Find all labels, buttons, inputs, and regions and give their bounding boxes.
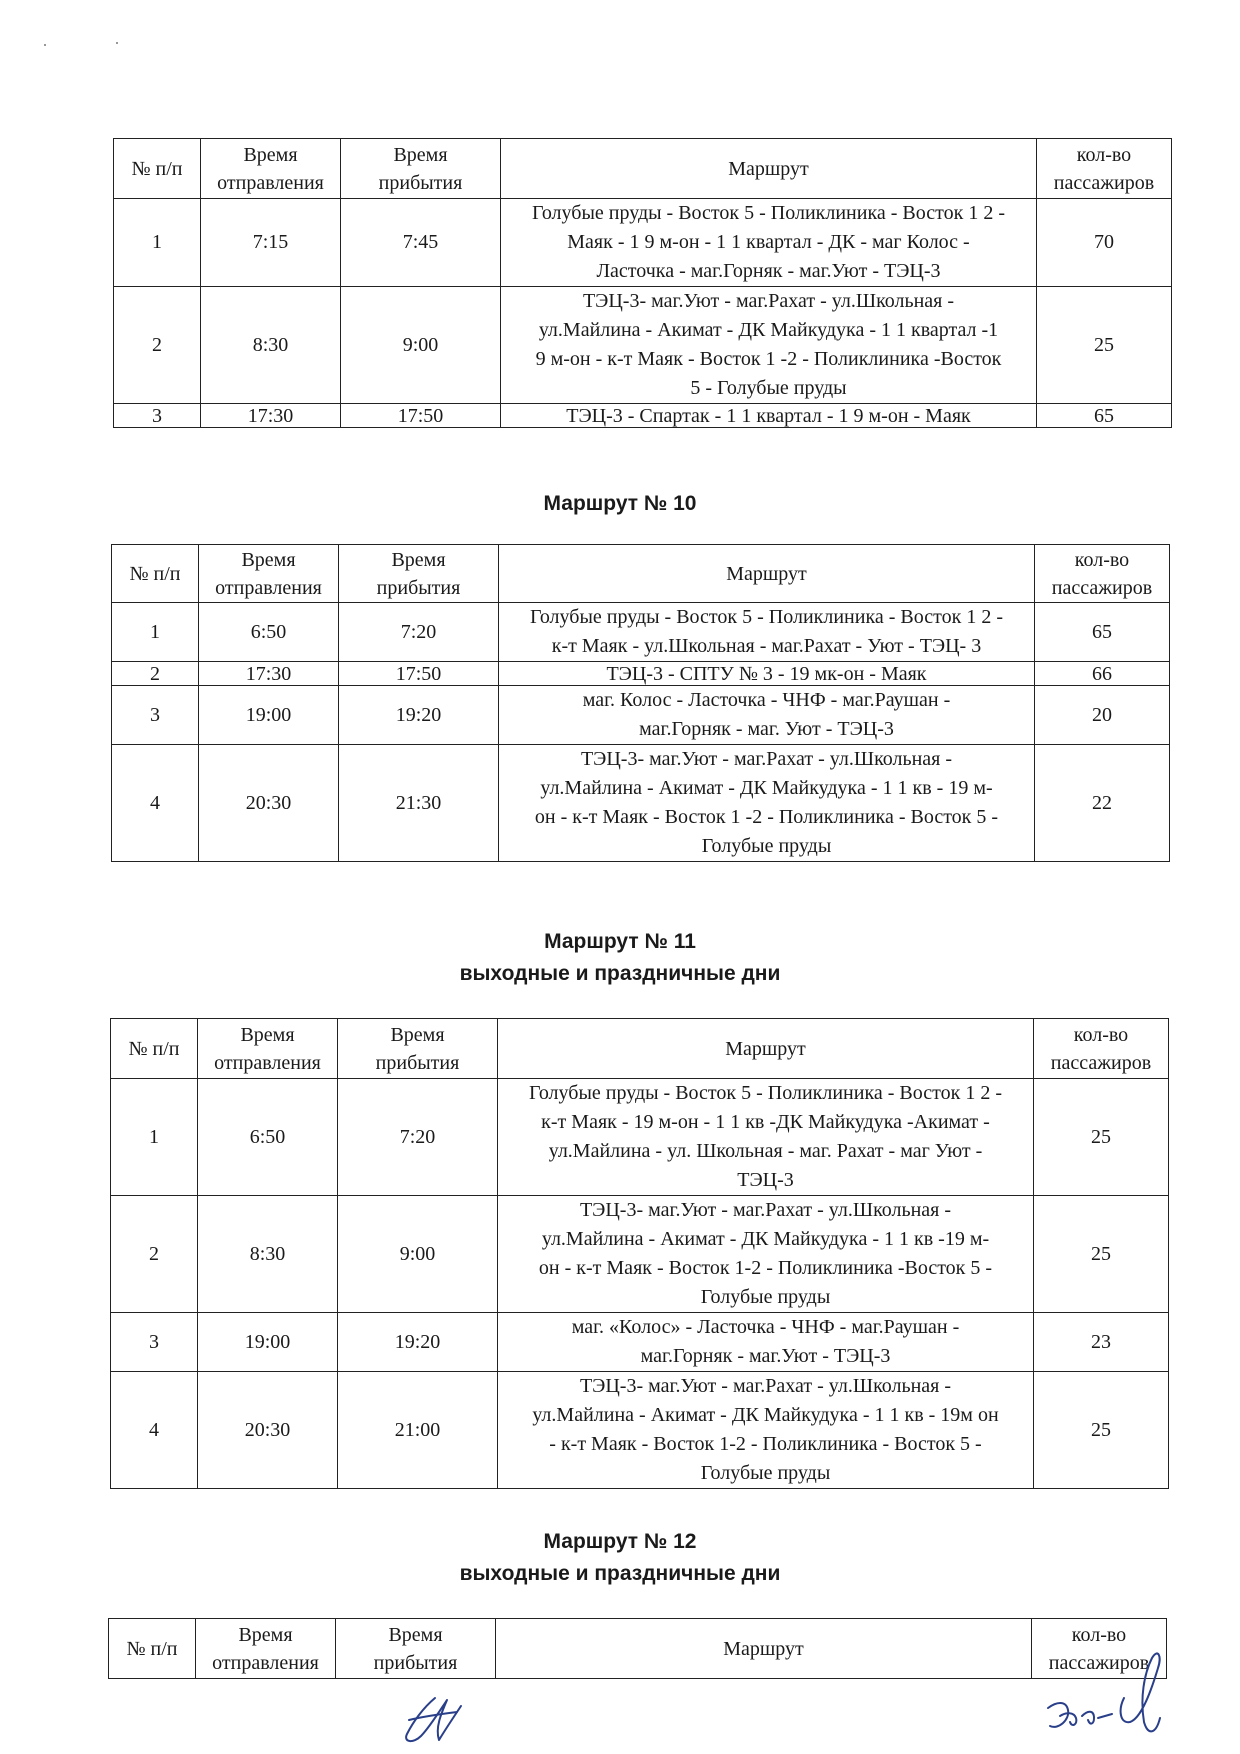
col-header-departure bbox=[196, 1619, 336, 1679]
col-header-passengers bbox=[1034, 1019, 1169, 1079]
table-header-row bbox=[109, 1619, 1167, 1679]
cell-arrival-time: 7:20 bbox=[339, 603, 499, 662]
col-header-departure-line: Время bbox=[238, 1623, 293, 1646]
col-header-passengers bbox=[1037, 139, 1172, 199]
cell-route-line: Голубые пруды bbox=[700, 1286, 831, 1308]
cell-passengers: 65 bbox=[1037, 404, 1172, 428]
cell-route bbox=[499, 745, 1035, 862]
cell-route-line: ТЭЦ-3 - Спартак - 1 1 квартал - 1 9 м-он - Маяк bbox=[566, 404, 971, 427]
cell-route-line: к-т Маяк - 19 м-он - 1 1 кв -ДК Майкудука -Акимат - bbox=[541, 1111, 990, 1133]
col-header-passengers-line: кол-во bbox=[1071, 1623, 1127, 1646]
cell-num: 2 bbox=[114, 287, 201, 404]
cell-arrival-time: 7:20 bbox=[338, 1079, 498, 1196]
cell-departure-time: 6:50 bbox=[199, 603, 339, 662]
cell-arrival-time: 21:30 bbox=[339, 745, 499, 862]
cell-route-line: 9 м-он - к-т Маяк - Восток 1 -2 - Поликлиника -Восток bbox=[535, 348, 1002, 370]
table-row bbox=[114, 404, 1172, 428]
cell-route-line: он - к-т Маяк - Восток 1-2 - Поликлиника -Восток 5 - bbox=[538, 1257, 993, 1279]
table-row bbox=[111, 1313, 1169, 1372]
cell-num: 4 bbox=[111, 1372, 198, 1489]
table-row bbox=[111, 1372, 1169, 1489]
cell-route-line: маг. «Колос» - Ласточка - ЧНФ - маг.Раушан - bbox=[571, 1316, 960, 1338]
cell-route-line: ТЭЦ-3- маг.Уют - маг.Рахат - ул.Школьная - bbox=[579, 1199, 952, 1221]
cell-passengers: 66 bbox=[1035, 662, 1170, 686]
cell-route-line: Голубые пруды - Восток 5 - Поликлиника - Восток 1 2 - bbox=[529, 1082, 1002, 1104]
col-header-passengers-line: пассажиров bbox=[1050, 1051, 1152, 1074]
col-header-departure-line: Время bbox=[240, 1023, 295, 1046]
signature-left bbox=[395, 1690, 475, 1750]
cell-departure-time: 19:00 bbox=[199, 686, 339, 745]
cell-route-line: ТЭЦ-3 bbox=[737, 1169, 794, 1191]
cell-route bbox=[498, 1079, 1034, 1196]
scan-speck bbox=[116, 42, 118, 44]
cell-route-line: ТЭЦ-3 - СПТУ № 3 - 19 мк-он - Маяк bbox=[606, 662, 927, 685]
col-header-departure bbox=[199, 545, 339, 603]
route-11-table bbox=[110, 1018, 1169, 1489]
col-header-arrival-line: прибытия bbox=[375, 1051, 460, 1074]
cell-departure-time: 6:50 bbox=[198, 1079, 338, 1196]
cell-departure-time: 20:30 bbox=[199, 745, 339, 862]
cell-passengers: 25 bbox=[1037, 287, 1172, 404]
cell-route-line: ул.Майлина - Акимат - ДК Майкудука - 1 1 кв - 19м он bbox=[532, 1404, 999, 1426]
col-header-passengers-line: пассажиров bbox=[1048, 1651, 1150, 1674]
col-header-passengers-line: пассажиров bbox=[1053, 171, 1155, 194]
cell-arrival-time: 17:50 bbox=[339, 662, 499, 686]
cell-departure-time: 17:30 bbox=[201, 404, 341, 428]
cell-num: 2 bbox=[111, 1196, 198, 1313]
cell-route bbox=[499, 686, 1035, 745]
table-row bbox=[111, 1079, 1169, 1196]
cell-passengers: 70 bbox=[1037, 199, 1172, 287]
table-header-row bbox=[111, 1019, 1169, 1079]
cell-route-line: - к-т Маяк - Восток 1-2 - Поликлиника - Восток 5 - bbox=[549, 1433, 982, 1455]
route-12-heading bbox=[0, 1526, 1240, 1590]
col-header-passengers-line: кол-во bbox=[1074, 548, 1130, 571]
route-11-heading bbox=[0, 926, 1240, 990]
col-header-arrival-line: Время bbox=[390, 1023, 445, 1046]
cell-passengers: 20 bbox=[1035, 686, 1170, 745]
signature-right bbox=[1040, 1638, 1180, 1748]
col-header-departure-line: отправления bbox=[212, 1651, 319, 1674]
col-header-departure-line: отправления bbox=[215, 576, 322, 599]
col-header-route: Маршрут bbox=[496, 1619, 1032, 1679]
col-header-arrival-line: Время bbox=[388, 1623, 443, 1646]
cell-route-line: Голубые пруды - Восток 5 - Поликлиника - Восток 1 2 - bbox=[530, 606, 1003, 628]
col-header-passengers-line: пассажиров bbox=[1051, 576, 1153, 599]
cell-route-line: ул.Майлина - ул. Школьная - маг. Рахат - маг Уют - bbox=[548, 1140, 983, 1162]
col-header-passengers-line: кол-во bbox=[1073, 1023, 1129, 1046]
cell-passengers: 22 bbox=[1035, 745, 1170, 862]
col-header-arrival bbox=[341, 139, 501, 199]
cell-route-line: ТЭЦ-3- маг.Уют - маг.Рахат - ул.Школьная - bbox=[579, 1375, 952, 1397]
route-subtitle: выходные и праздничные дни bbox=[459, 962, 781, 985]
table-row bbox=[112, 686, 1170, 745]
cell-arrival-time: 19:20 bbox=[338, 1313, 498, 1372]
col-header-departure bbox=[198, 1019, 338, 1079]
cell-passengers: 65 bbox=[1035, 603, 1170, 662]
cell-route-line: 5 - Голубые пруды bbox=[690, 377, 847, 399]
route-subtitle: выходные и праздничные дни bbox=[459, 1562, 781, 1585]
cell-num: 3 bbox=[111, 1313, 198, 1372]
cell-route bbox=[501, 404, 1037, 428]
cell-route-line: маг. Колос - Ласточка - ЧНФ - маг.Раушан - bbox=[582, 689, 951, 711]
cell-route bbox=[498, 1313, 1034, 1372]
col-header-arrival-line: Время bbox=[393, 143, 448, 166]
col-header-arrival-line: прибытия bbox=[373, 1651, 458, 1674]
cell-num: 3 bbox=[114, 404, 201, 428]
route-title: Маршрут № 12 bbox=[543, 1530, 697, 1553]
route-12-table bbox=[108, 1618, 1167, 1679]
cell-route bbox=[498, 1372, 1034, 1489]
cell-departure-time: 8:30 bbox=[201, 287, 341, 404]
table-header-row bbox=[112, 545, 1170, 603]
cell-num: 2 bbox=[112, 662, 199, 686]
cell-route-line: маг.Горняк - маг.Уют - ТЭЦ-3 bbox=[640, 1345, 891, 1367]
cell-passengers: 25 bbox=[1034, 1196, 1169, 1313]
col-header-passengers bbox=[1035, 545, 1170, 603]
cell-num: 4 bbox=[112, 745, 199, 862]
cell-route-line: Ласточка - маг.Горняк - маг.Уют - ТЭЦ-3 bbox=[596, 260, 941, 282]
table-row bbox=[111, 1196, 1169, 1313]
cell-passengers: 25 bbox=[1034, 1079, 1169, 1196]
col-header-departure-line: Время bbox=[243, 143, 298, 166]
cell-num: 1 bbox=[112, 603, 199, 662]
scan-speck bbox=[44, 44, 46, 46]
col-header-num: № п/п bbox=[111, 1019, 198, 1079]
cell-arrival-time: 9:00 bbox=[338, 1196, 498, 1313]
cell-departure-time: 8:30 bbox=[198, 1196, 338, 1313]
table-row bbox=[114, 199, 1172, 287]
table-row bbox=[112, 662, 1170, 686]
cell-route-line: Голубые пруды - Восток 5 - Поликлиника - Восток 1 2 - bbox=[532, 202, 1005, 224]
cell-route-line: ТЭЦ-3- маг.Уют - маг.Рахат - ул.Школьная - bbox=[580, 748, 953, 770]
cell-num: 3 bbox=[112, 686, 199, 745]
cell-departure-time: 20:30 bbox=[198, 1372, 338, 1489]
cell-route-line: к-т Маяк - ул.Школьная - маг.Рахат - Уют - ТЭЦ- 3 bbox=[551, 635, 982, 657]
cell-route-line: ул.Майлина - Акимат - ДК Майкудука - 1 1 кв -19 м- bbox=[541, 1228, 990, 1250]
route-10-table bbox=[111, 544, 1170, 862]
cell-arrival-time: 7:45 bbox=[341, 199, 501, 287]
table-row bbox=[112, 745, 1170, 862]
col-header-route: Маршрут bbox=[498, 1019, 1034, 1079]
cell-arrival-time: 9:00 bbox=[341, 287, 501, 404]
cell-route-line: ул.Майлина - Акимат - ДК Майкудука - 1 1 кв - 19 м- bbox=[540, 777, 993, 799]
col-header-arrival bbox=[336, 1619, 496, 1679]
cell-route-line: ул.Майлина - Акимат - ДК Майкудука - 1 1 квартал -1 bbox=[538, 319, 999, 341]
cell-route-line: ТЭЦ-3- маг.Уют - маг.Рахат - ул.Школьная - bbox=[582, 290, 955, 312]
col-header-num: № п/п bbox=[114, 139, 201, 199]
cell-route bbox=[499, 662, 1035, 686]
cell-arrival-time: 21:00 bbox=[338, 1372, 498, 1489]
col-header-arrival-line: прибытия bbox=[378, 171, 463, 194]
cell-route bbox=[501, 199, 1037, 287]
col-header-departure-line: отправления bbox=[217, 171, 324, 194]
col-header-departure-line: Время bbox=[241, 548, 296, 571]
cell-route bbox=[501, 287, 1037, 404]
table-header-row bbox=[114, 139, 1172, 199]
col-header-num: № п/п bbox=[112, 545, 199, 603]
col-header-arrival-line: прибытия bbox=[376, 576, 461, 599]
col-header-arrival bbox=[339, 545, 499, 603]
col-header-departure bbox=[201, 139, 341, 199]
cell-departure-time: 7:15 bbox=[201, 199, 341, 287]
cell-route bbox=[499, 603, 1035, 662]
cell-route-line: он - к-т Маяк - Восток 1 -2 - Поликлиника - Восток 5 - bbox=[534, 806, 999, 828]
cell-route-line: маг.Горняк - маг. Уют - ТЭЦ-3 bbox=[639, 718, 894, 740]
col-header-num: № п/п bbox=[109, 1619, 196, 1679]
table-row bbox=[114, 287, 1172, 404]
cell-passengers: 23 bbox=[1034, 1313, 1169, 1372]
cell-route bbox=[498, 1196, 1034, 1313]
route-title: Маршрут № 11 bbox=[544, 930, 696, 953]
cell-departure-time: 19:00 bbox=[198, 1313, 338, 1372]
cell-arrival-time: 17:50 bbox=[341, 404, 501, 428]
col-header-route: Маршрут bbox=[499, 545, 1035, 603]
cell-num: 1 bbox=[114, 199, 201, 287]
cell-passengers: 25 bbox=[1034, 1372, 1169, 1489]
schedule-table-continued bbox=[113, 138, 1172, 428]
table-row bbox=[112, 603, 1170, 662]
col-header-passengers-line: кол-во bbox=[1076, 143, 1132, 166]
cell-route-line: Маяк - 1 9 м-он - 1 1 квартал - ДК - маг Колос - bbox=[567, 231, 970, 253]
cell-arrival-time: 19:20 bbox=[339, 686, 499, 745]
col-header-arrival bbox=[338, 1019, 498, 1079]
col-header-departure-line: отправления bbox=[214, 1051, 321, 1074]
route-title: Маршрут № 10 bbox=[543, 492, 697, 515]
cell-route-line: Голубые пруды bbox=[700, 1462, 831, 1484]
cell-route-line: Голубые пруды bbox=[701, 835, 832, 857]
cell-departure-time: 17:30 bbox=[199, 662, 339, 686]
col-header-route: Маршрут bbox=[501, 139, 1037, 199]
route-10-heading bbox=[0, 488, 1240, 520]
cell-num: 1 bbox=[111, 1079, 198, 1196]
col-header-arrival-line: Время bbox=[391, 548, 446, 571]
